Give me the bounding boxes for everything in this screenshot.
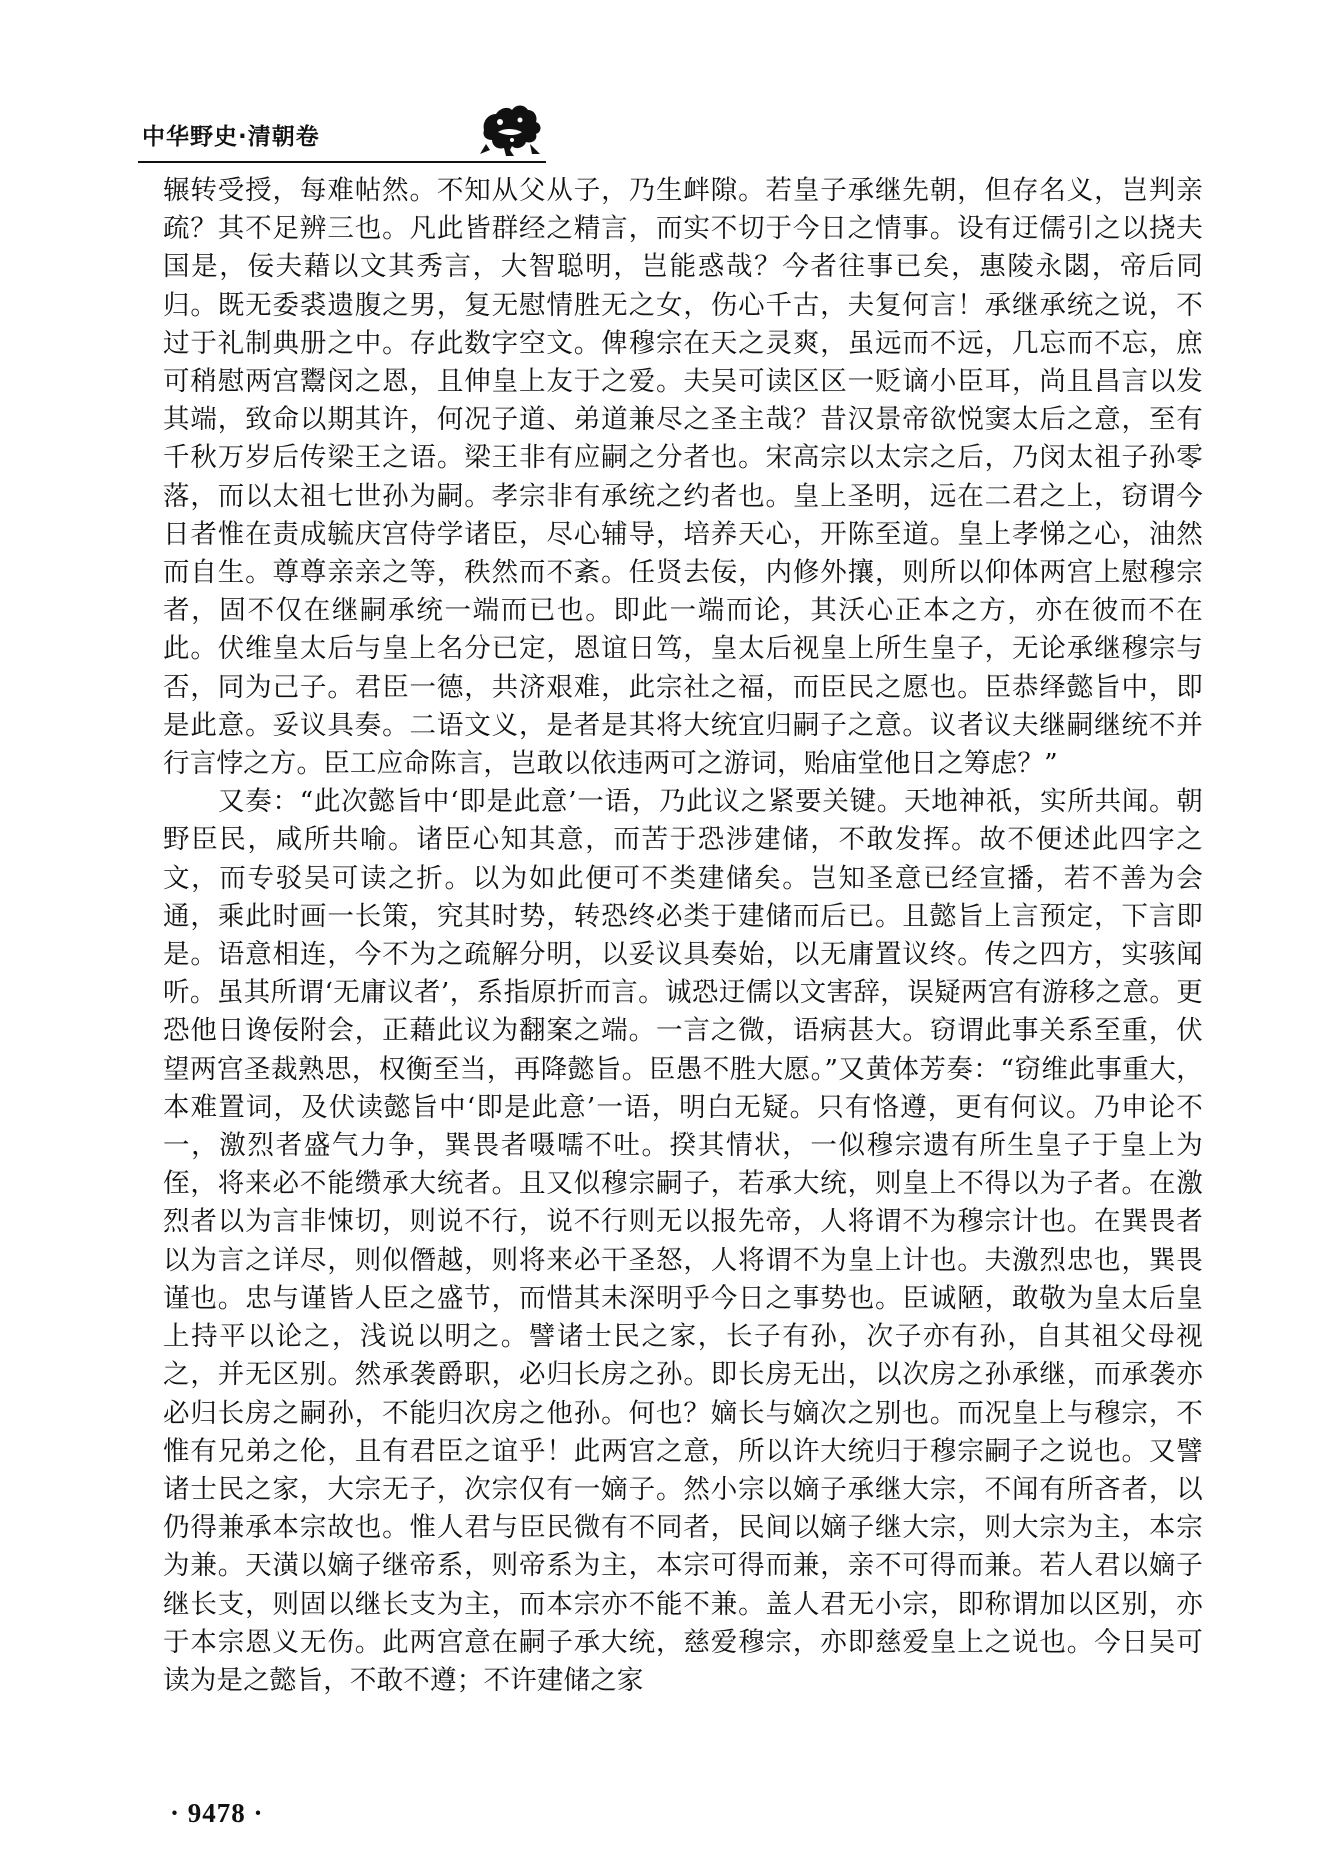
dragon-emblem-icon — [476, 100, 546, 158]
header-divider — [138, 161, 546, 163]
paragraph-2: 又奏：“此次懿旨中‘即是此意’一语，乃此议之紧要关键。天地神祇，实所共闻。朝野臣民，咸所共喻。诸臣心知其意，而苦于恐涉建储，不敢发挥。故不便述此四字之文，而专驳吴可读之折。以为如此便可不类建储矣。岂知圣意已经宣播，若不善为会通，乘此时画一长策，究其时势，转恐终必类于建储而后已。且懿旨上言预定，下言即是。语意相连，今不为之疏解分明，以妥议具奏始，以无庸置议终。传之四方，实骇闻听。虽其所谓‘无庸议者’，系指原折而言。诚恐迂儒以文害辞，误疑两宫有游移之意。更恐他日谗佞附会，正藉此议为翻案之端。一言之微，语病甚大。窃谓此事关系至重，伏望两宫圣裁熟思，权衡至当，再降懿旨。臣愚不胜大愿。”又黄体芳奏：“窃维此事重大，本难置词，及伏读懿旨中‘即是此意’一语，明白无疑。只有恪遵，更有何议。乃申论不一，激烈者盛气力争，巽畏者嗫嚅不吐。揆其情状，一似穆宗遗有所生皇子于皇上为侄，将来必不能缵承大统者。且又似穆宗嗣子，若承大统，则皇上不得以为子者。在激烈者以为言非悚切，则说不行，说不行则无以报先帝，人将谓不为穆宗计也。在巽畏者以为言之详尽，则似僭越，则将来必干圣怒，人将谓不为皇上计也。夫激烈忠也，巽畏谨也。忠与谨皆人臣之盛节，而惜其未深明乎今日之事势也。臣诚陋，敢敬为皇太后皇上持平以论之，浅说以明之。譬诸士民之家，长子有孙，次子亦有孙，自其祖父母视之，并无区别。然承袭爵职，必归长房之孙。即长房无出，以次房之孙承继，而承袭亦必归长房之嗣孙，不能归次房之他孙。何也？嫡长与嫡次之别也。而况皇上与穆宗，不惟有兄弟之伦，且有君臣之谊乎！此两宫之意，所以许大统归于穆宗嗣子之说也。又譬诸士民之家，大宗无子，次宗仅有一嫡子。然小宗以嫡子承继大宗，不闻有所吝者，以仍得兼承本宗故也。惟人君与臣民微有不同者，民间以嫡子继大宗，则大宗为主，本宗为兼。天潢以嫡子继帝系，则帝系为主，本宗可得而兼，亲不可得而兼。若人君以嫡子继长支，则固以继长支为主，而本宗亦不能不兼。盖人君无小宗，即称谓加以区别，亦于本宗恩义无伤。此两宫意在嗣子承大统，慈爱穆宗，亦即慈爱皇上之说也。今日吴可读为是之懿旨，不敢不遵；不许建储之家 — [163, 786, 1203, 1696]
running-header — [138, 100, 548, 162]
book-title: 中华野史·清朝卷 — [142, 124, 320, 150]
page-number: · 9478 · — [170, 1798, 264, 1828]
paragraph-1: 辗转受授，每难帖然。不知从父从子，乃生衅隙。若皇子承继先朝，但存名义，岂判亲疏？其不足辨三也。凡此皆群经之精言，而实不切于今日之情事。设有迂儒引之以挠夫国是，佞夫藉以文其秀言，大智聪明，岂能惑哉？今者往事已矣，惠陵永閟，帝后同归。既无委裘遗腹之男，复无慰情胜无之女，伤心千古，夫复何言！承继承统之说，不过于礼制典册之中。存此数字空文。俾穆宗在天之灵爽，虽远而不远，几忘而不忘，庶可稍慰两宫鬻闵之恩，且伸皇上友于之爱。夫吴可读区区一贬谪小臣耳，尚且昌言以发其端，致命以期其许，何况子道、弟道兼尽之圣主哉？昔汉景帝欲悦窦太后之意，至有千秋万岁后传梁王之语。梁王非有应嗣之分者也。宋高宗以太宗之后，乃闵太祖子孙零落，而以太祖七世孙为嗣。孝宗非有承统之约者也。皇上圣明，远在二君之上，窃谓今日者惟在责成毓庆宫侍学诸臣，尽心辅导，培养天心，开陈至道。皇上孝悌之心，油然而自生。尊尊亲亲之等，秩然而不紊。任贤去佞，内修外攘，则所以仰体两宫上慰穆宗者，固不仅在继嗣承统一端而已也。即此一端而论，其沃心正本之方，亦在彼而不在此。伏维皇太后与皇上名分已定，恩谊日笃，皇太后视皇上所生皇子，无论承继穆宗与否，同为己子。君臣一德，共济艰难，此宗社之福，而臣民之愿也。臣恭绎懿旨中，即是此意。妥议具奏。二语文义，是者是其将大统宜归嗣子之意。议者议夫继嗣继统不并行言悖之方。臣工应命陈言，岂敢以依违两可之游词，贻庙堂他日之筹虑？” — [163, 175, 1203, 780]
page-body — [163, 172, 1203, 1700]
